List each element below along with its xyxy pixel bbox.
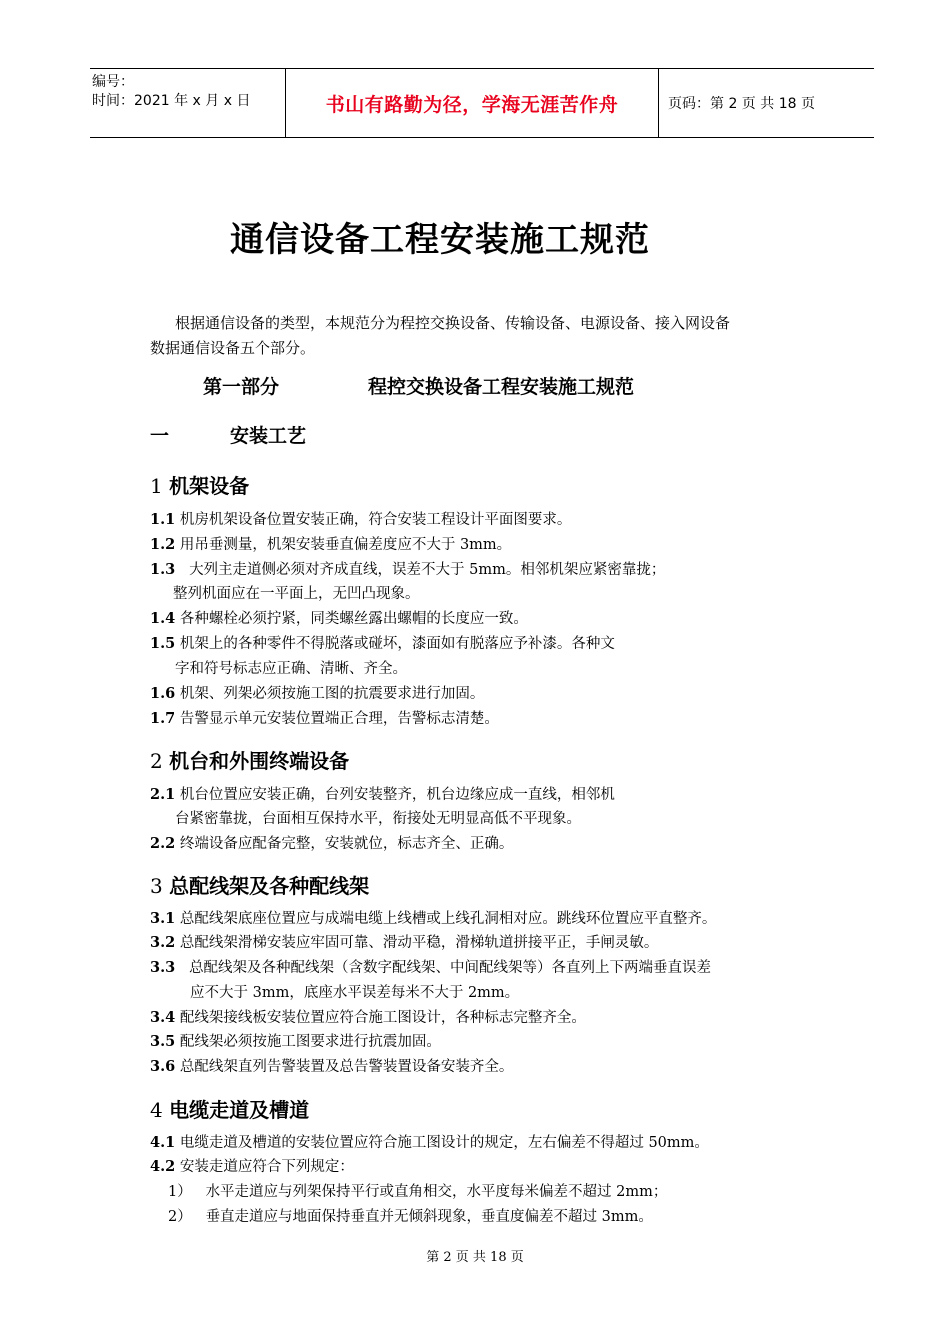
clause-number: 3.1 — [150, 910, 176, 927]
clause-number: 1.6 — [150, 685, 176, 702]
clause-item — [150, 1055, 513, 1079]
clause-text: 电缆走道及槽道的安装位置应符合施工图设计的规定，左右偏差不得超过 50mm。 — [179, 1135, 709, 1151]
clause-item — [150, 1006, 586, 1030]
clause-item — [150, 783, 615, 807]
header-motto: 书山有路勤为径，学海无涯苦作舟 — [325, 93, 619, 116]
part-label: 第一部分 — [203, 376, 280, 398]
section-name: 安装工艺 — [230, 425, 307, 447]
clause-number: 1.3 — [150, 561, 176, 578]
clause-item — [150, 533, 511, 557]
page-header-table — [90, 68, 874, 138]
clause-item — [150, 607, 528, 631]
intro-paragraph — [150, 311, 820, 361]
clause-text: 大列主走道侧必须对齐成直线，误差不大于 5mm。相邻机架应紧密靠拢； — [189, 562, 666, 578]
clause-item — [150, 956, 711, 980]
clause-item — [150, 907, 716, 931]
header-page-info: 页码：第 2 页 共 18 页 — [668, 96, 815, 112]
subsection-number: 4 — [150, 1098, 163, 1122]
clause-continuation: 整列机面应在一平面上，无凹凸现象。 — [173, 586, 420, 602]
clause-text: 配线架必须按施工图要求进行抗震加固。 — [179, 1034, 441, 1050]
clause-number: 1.1 — [150, 511, 176, 528]
clause-text: 总配线架滑梯安装应牢固可靠、滑动平稳，滑梯轨道拼接平正，手闸灵敏。 — [179, 935, 659, 951]
clause-continuation: 应不大于 3mm，底座水平误差每米不大于 2mm。 — [190, 985, 520, 1001]
sub-clause-item — [168, 1180, 667, 1204]
clause-number: 3.2 — [150, 934, 176, 951]
clause-text: 机房机架设备位置安装正确，符合安装工程设计平面图要求。 — [179, 512, 572, 528]
sub-clause-item — [168, 1205, 653, 1229]
subsection-title: 电缆走道及槽道 — [169, 1098, 310, 1122]
subsection-heading — [150, 470, 249, 499]
clause-text: 机架、列架必须按施工图的抗震要求进行加固。 — [179, 686, 485, 702]
clause-item — [150, 1030, 441, 1054]
part-name: 程控交换设备工程安装施工规范 — [368, 376, 635, 398]
clause-number: 3.5 — [150, 1033, 176, 1050]
clause-number: 2.2 — [150, 835, 176, 852]
clause-number: 1.2 — [150, 536, 176, 553]
subsection-number: 2 — [150, 749, 163, 773]
subsection-heading — [150, 870, 369, 899]
clause-item — [150, 558, 665, 582]
clause-text: 总配线架底座位置应与成端电缆上线槽或上线孔洞相对应。跳线环位置应平直整齐。 — [179, 911, 717, 927]
subsection-heading — [150, 745, 349, 774]
header-meta — [92, 73, 250, 111]
subsection-title: 总配线架及各种配线架 — [169, 874, 370, 898]
header-divider — [658, 69, 659, 137]
time-label: 时间：2021 年 x 月 x 日 — [92, 93, 251, 109]
clause-number: 3.3 — [150, 959, 176, 976]
clause-number: 1.5 — [150, 635, 176, 652]
clause-item — [150, 707, 499, 731]
clause-text: 机架上的各种零件不得脱落或碰坏，漆面如有脱落应予补漆。各种文 — [179, 636, 615, 652]
clause-text: 总配线架及各种配线架（含数字配线架、中间配线架等）各直列上下两端垂直误差 — [189, 960, 712, 976]
sub-clause-text: 水平走道应与列架保持平行或直角相交，水平度每米偏差不超过 2mm； — [205, 1184, 668, 1200]
document-title: 通信设备工程安装施工规范 — [230, 220, 650, 260]
clause-item — [150, 931, 658, 955]
clause-text: 机台位置应安装正确，台列安装整齐，机台边缘应成一直线，相邻机 — [179, 787, 615, 803]
sub-clause-number: 2） — [168, 1209, 192, 1225]
clause-number: 1.7 — [150, 710, 176, 727]
clause-item — [150, 682, 484, 706]
clause-text: 配线架接线板安装位置应符合施工图设计，各种标志完整齐全。 — [179, 1010, 586, 1026]
clause-number: 2.1 — [150, 786, 176, 803]
code-label: 编号： — [92, 74, 134, 90]
clause-continuation: 台紧密靠拢，台面相互保持水平，衔接处无明显高低不平现象。 — [175, 811, 581, 827]
clause-text: 各种螺栓必须拧紧，同类螺丝露出螺帽的长度应一致。 — [179, 611, 528, 627]
page-footer: 第 2 页 共 18 页 — [426, 1250, 524, 1265]
clause-number: 4.1 — [150, 1134, 176, 1151]
clause-number: 4.2 — [150, 1158, 176, 1175]
clause-number: 3.6 — [150, 1058, 176, 1075]
clause-number: 3.4 — [150, 1009, 176, 1026]
clause-text: 告警显示单元安装位置端正合理，告警标志清楚。 — [179, 711, 499, 727]
intro-line: 根据通信设备的类型，本规范分为程控交换设备、传输设备、电源设备、接入网设备 — [175, 314, 731, 332]
clause-text: 总配线架直列告警装置及总告警装置设备安装齐全。 — [179, 1059, 514, 1075]
clause-item — [150, 832, 513, 856]
sub-clause-number: 1） — [168, 1184, 192, 1200]
subsection-heading — [150, 1094, 309, 1123]
intro-line: 数据通信设备五个部分。 — [150, 339, 316, 357]
clause-item — [150, 632, 615, 656]
subsection-title: 机架设备 — [169, 474, 250, 498]
clause-continuation: 字和符号标志应正确、清晰、齐全。 — [175, 661, 407, 677]
clause-item — [150, 1131, 709, 1155]
section-number: 一 — [150, 425, 170, 447]
clause-item — [150, 508, 571, 532]
clause-text: 终端设备应配备完整，安装就位，标志齐全、正确。 — [179, 836, 514, 852]
sub-clause-text: 垂直走道应与地面保持垂直并无倾斜现象，垂直度偏差不超过 3mm。 — [205, 1209, 653, 1225]
subsection-number: 1 — [150, 474, 163, 498]
clause-text: 用吊垂测量，机架安装垂直偏差度应不大于 3mm。 — [179, 537, 512, 553]
subsection-title: 机台和外围终端设备 — [169, 749, 350, 773]
clause-item — [150, 1155, 354, 1179]
subsection-number: 3 — [150, 874, 163, 898]
clause-text: 安装走道应符合下列规定： — [179, 1159, 354, 1175]
clause-number: 1.4 — [150, 610, 176, 627]
